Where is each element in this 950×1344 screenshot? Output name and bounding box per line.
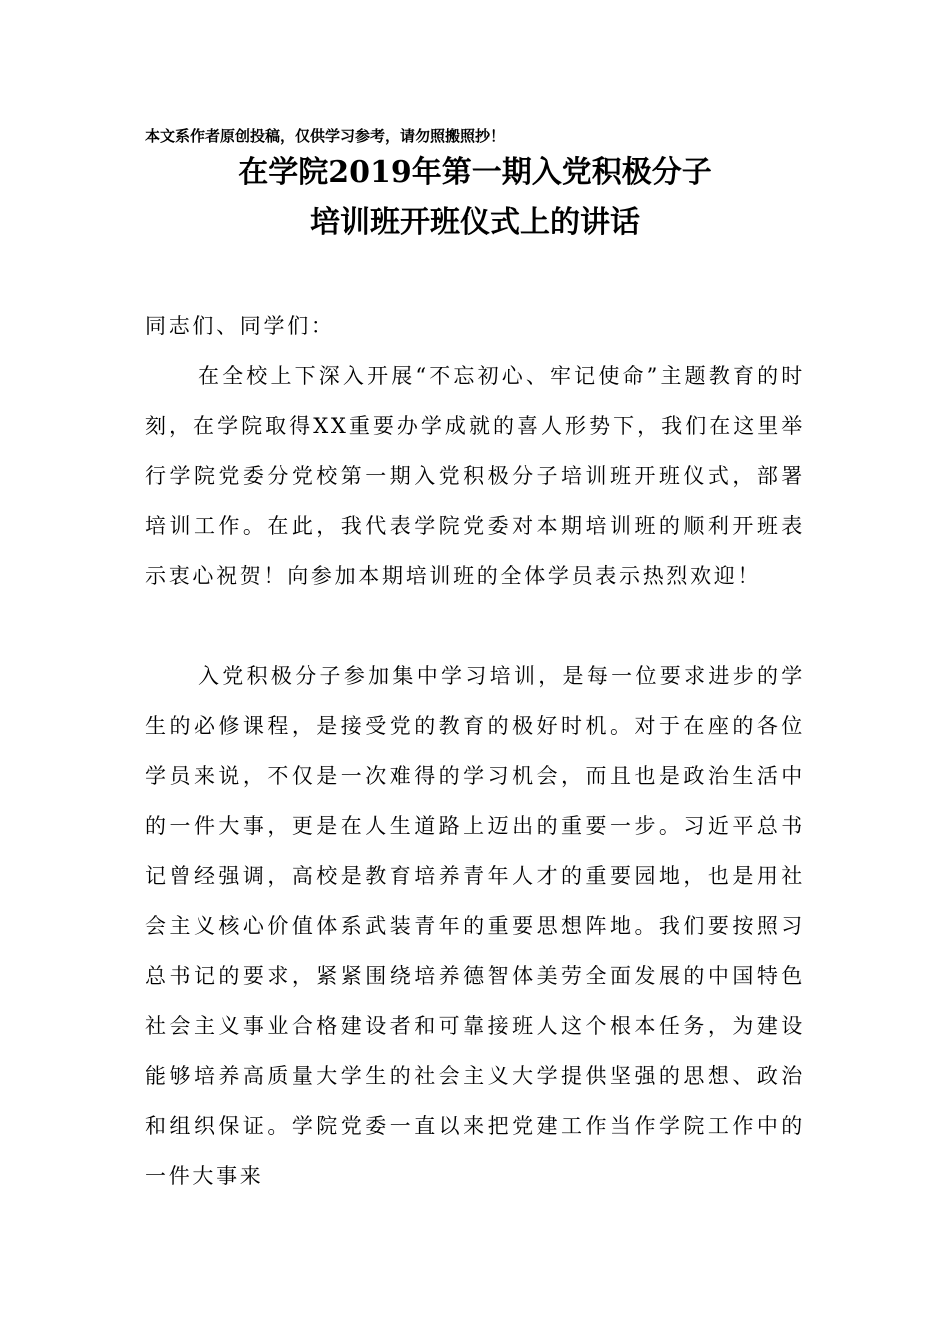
document-title-line-1: 在学院2019年第一期入党积极分子 [238,155,712,190]
document-title-line-2: 培训班开班仪式上的讲话 [310,205,640,240]
copyright-notice: 本文系作者原创投稿，仅供学习参考，请勿照搬照抄！ [145,127,506,145]
body-paragraph-2: 入党积极分子参加集中学习培训，是每一位要求进步的学生的必修课程，是接受党的教育的极好时机。对于在座的各位学员来说，不仅是一次难得的学习机会，而且也是政治生活中的一件大事，更是在人生道路上迈出的重要一步。习近平总书记曾经强调，高校是教育培养青年人才的重要园地，也是用社会主义核心价值体系武装青年的重要思想阵地。我们要按照习总书记的要求，紧紧围绕培养德智体美劳全面发展的中国特色社会主义事业合格建设者和可靠接班人这个根本任务，为建设能够培养高质量大学生的社会主义大学提供坚强的思想、政治和组织保证。学院党委一直以来把党建工作当作学院工作中的一件大事来 [145,664,805,1188]
body-paragraph-1: 在全校上下深入开展“不忘初心、牢记使命”主题教育的时刻，在学院取得XX重要办学成就的喜人形势下，我们在这里举行学院党委分党校第一期入党积极分子培训班开班仪式，部署培训工作。在此，我代表学院党委对本期培训班的顺利开班表示衷心祝贺！向参加本期培训班的全体学员表示热烈欢迎！ [145,364,805,588]
salutation: 同志们、同学们： [145,314,335,338]
